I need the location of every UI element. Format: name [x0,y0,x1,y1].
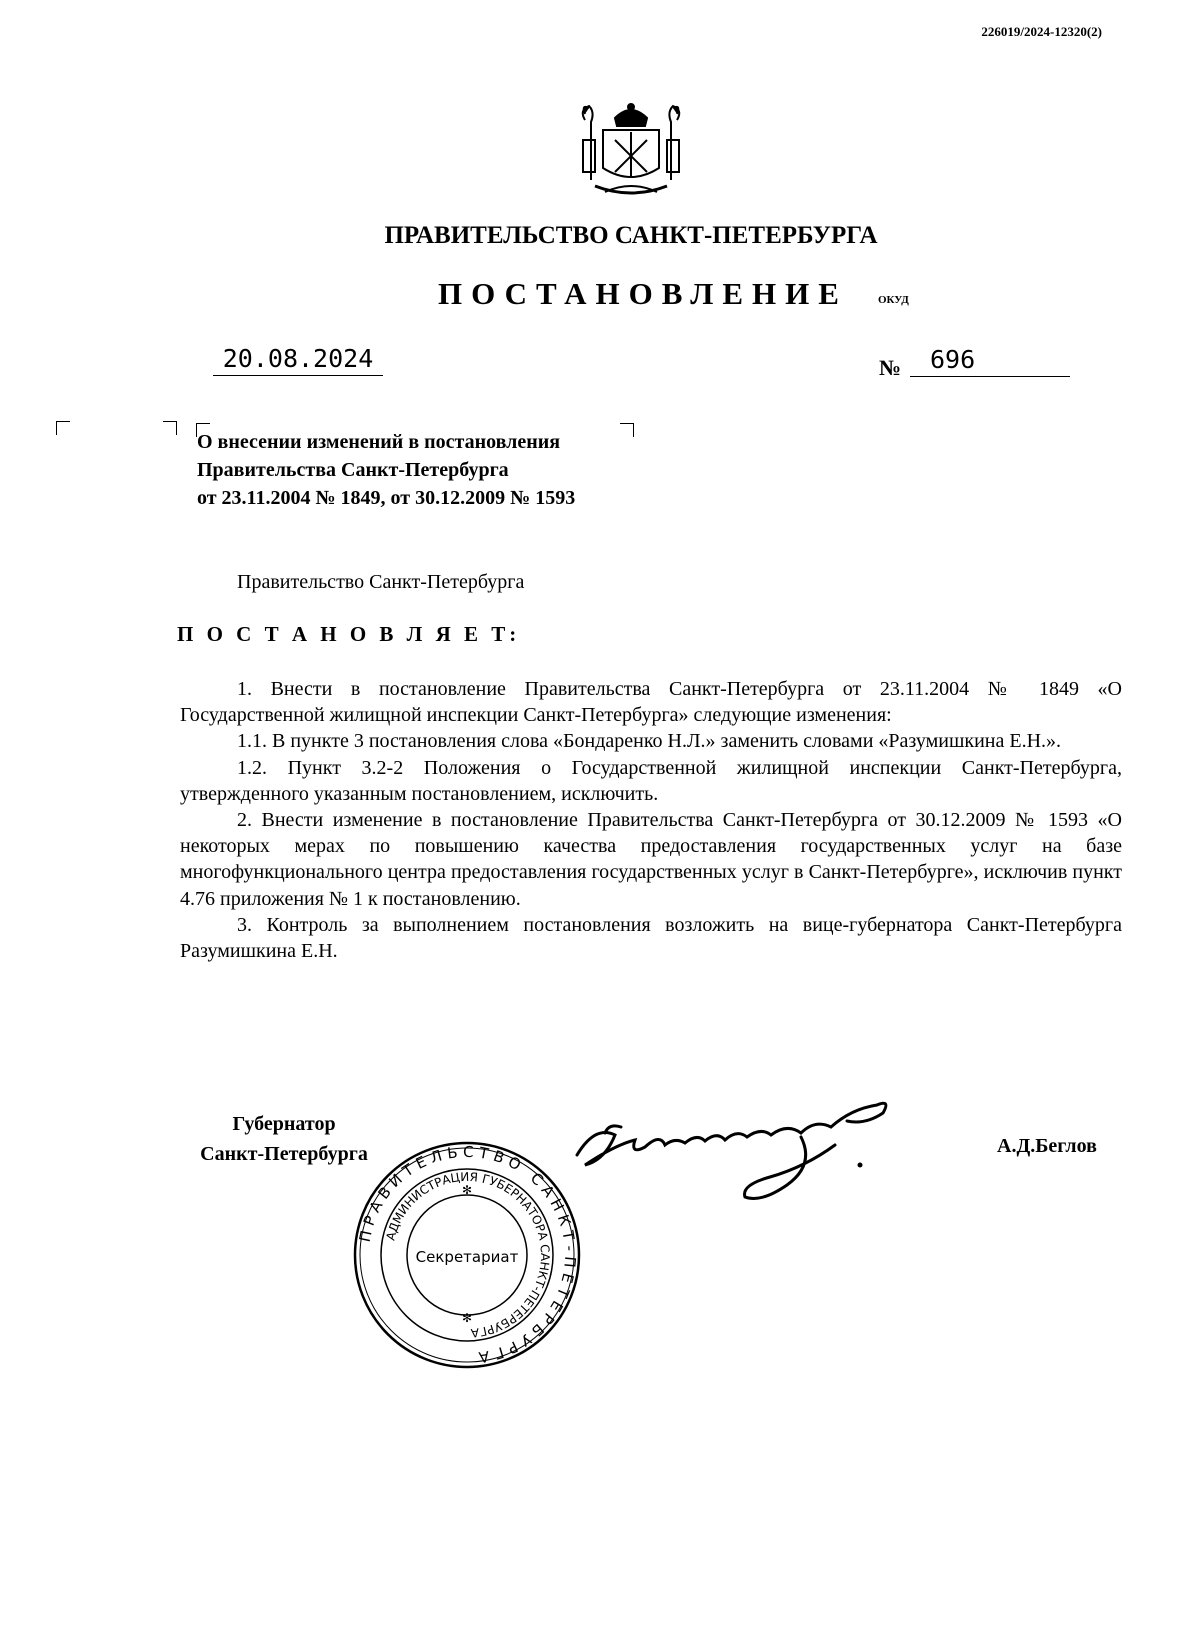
government-name: ПРАВИТЕЛЬСТВО САНКТ-ПЕТЕРБУРГА [384,222,878,249]
subject-line: от 23.11.2004 № 1849, от 30.12.2009 № 1593 [197,487,576,509]
subject-line: О внесении изменений в постановления [197,431,561,453]
resolves-heading: П О С Т А Н О В Л Я Е Т: [177,622,521,646]
okud-label: ОКУД [878,294,909,306]
document-id: 226019/2024-12320(2) [981,24,1102,39]
subject-line: Правительства Санкт-Петербурга [197,459,509,481]
coat-of-arms-icon [575,100,687,202]
signatory-title-line: Губернатор [232,1113,336,1135]
svg-text:✻: ✻ [461,1311,473,1325]
signatory-title-line: Санкт-Петербурга [200,1143,368,1165]
number-label: № [879,355,902,380]
decree-number: 696 [910,345,1070,377]
decree-type: ПОСТАНОВЛЕНИЕ [438,276,848,311]
corner-mark [620,423,634,437]
paragraph: 1.1. В пункте 3 постановления слова «Бондаренко Н.Л.» заменить словами «Разумишкина Е.Н.». [237,730,1062,753]
decree-body [180,676,1122,964]
paragraph: 3. Контроль за выполнением постановления возложить на вице-губернатора Санкт-Петербурга Разумишкина Е.Н. [180,913,1122,963]
corner-mark [163,421,177,435]
seal-center-text: Секретариат [415,1248,519,1266]
handwritten-signature [565,1085,950,1215]
seal-inner-text: АДМИНИСТРАЦИЯ ГУБЕРНАТОРА САНКТ-ПЕТЕРБУРГА [383,1169,553,1340]
decree-date: 20.08.2024 [213,344,383,376]
official-seal [352,1140,582,1370]
decree-subject [197,428,575,512]
paragraph: 1.2. Пункт 3.2-2 Положения о Государственной жилищной инспекции Санкт-Петербурга, утвержденного указанным постановлением, исключить. [180,756,1122,805]
paragraph: 1. Внести в постановление Правительства Санкт-Петербурга от 23.11.2004 № 1849 «О Государственной жилищной инспекции Санкт-Петербурга» следующие изменения: [180,678,1122,727]
intro-text: Правительство Санкт-Петербурга [237,571,525,593]
seal-outer-text: ПРАВИТЕЛЬСТВО САНКТ-ПЕТЕРБУРГА [355,1142,580,1367]
svg-text:✻: ✻ [461,1183,473,1197]
corner-mark [56,421,70,435]
signatory-name: А.Д.Беглов [997,1135,1097,1157]
paragraph: 2. Внести изменение в постановление Правительства Санкт-Петербурга от 30.12.2009 № 1593 «О некоторых мерах по повышению качества предоставления государственных услуг на базе многофункционального центра предоставления государственных услуг в Санкт-Петербурге», исключив пункт 4.76 приложения № 1 к постановлению. [180,809,1122,910]
